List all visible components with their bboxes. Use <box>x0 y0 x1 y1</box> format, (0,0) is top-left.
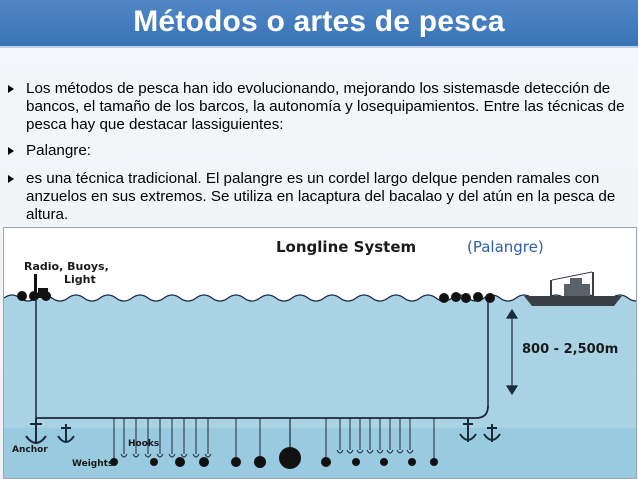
bullet-marker-icon <box>8 175 14 183</box>
bullet-text-definition: es una técnica tradicional. El palangre es un cordel largo delque penden ramales con anzuelos en sus extremos. Se utiliza en lacaptura del bacalao y del atún en la pesca de altura. <box>26 170 616 223</box>
bullet-item-definition <box>8 170 636 224</box>
diagram-title: Longline System <box>276 238 417 256</box>
bullet-list <box>8 80 636 234</box>
bullet-text-palangre: Palangre: <box>26 142 92 159</box>
bullet-item-intro <box>8 80 636 134</box>
central-weight-icon <box>279 447 301 469</box>
depth-label: 800 - 2,500m <box>522 342 619 357</box>
label-radio-buoys: Radio, Buoys, <box>24 260 109 273</box>
label-anchor: Anchor <box>12 445 48 455</box>
label-light: Light <box>64 273 96 286</box>
bullet-text-intro: Los métodos de pesca han ido evolucionando, mejorando los sistemasde detección de bancos, el tamaño de los barcos, la autonomía y losequipamientos. Entre las técnicas de pesca hay que destacar lassiguientes: <box>26 80 625 133</box>
deep-water <box>4 428 636 478</box>
bullet-marker-icon <box>8 85 14 93</box>
slide-title: Métodos o artes de pesca <box>133 5 505 38</box>
title-bar <box>0 0 638 46</box>
bullet-item-palangre <box>8 142 636 160</box>
diagram-title-sub: (Palangre) <box>467 238 544 256</box>
longline-diagram-svg <box>4 228 636 478</box>
label-weights: Weights <box>72 459 114 469</box>
label-hooks: Hooks <box>128 439 160 449</box>
bullet-marker-icon <box>8 147 14 155</box>
longline-diagram <box>3 227 637 479</box>
